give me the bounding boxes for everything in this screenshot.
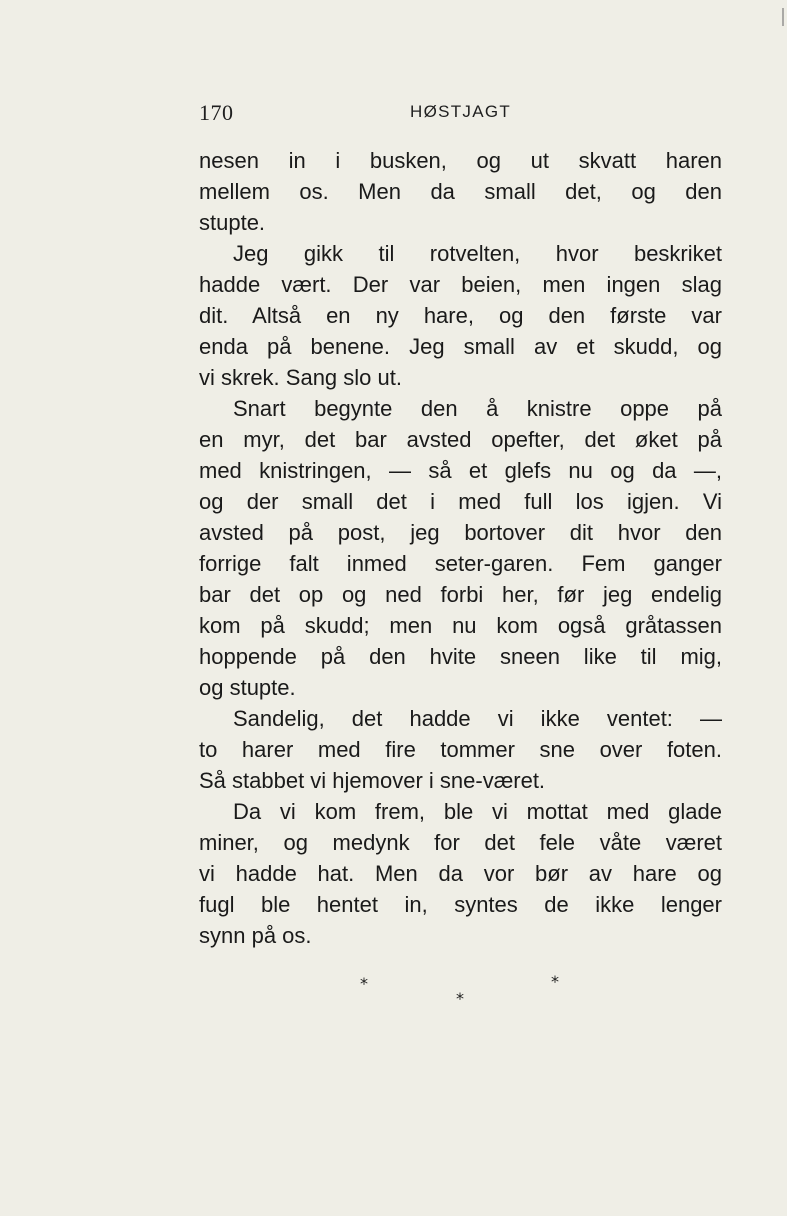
text-line: fugl ble hentet in, syntes de ikke lenger <box>199 892 722 917</box>
text-line: nesen in i busken, og ut skvatt haren <box>199 148 722 173</box>
text-line: hoppende på den hvite sneen like til mig, <box>199 644 722 669</box>
text-line: vi skrek. Sang slo ut. <box>199 365 402 390</box>
page-header <box>199 100 724 130</box>
text-line: vi hadde hat. Men da vor bør av hare og <box>199 861 722 886</box>
text-line: forrige falt inmed seter-garen. Fem ganger <box>199 551 722 576</box>
text-line: Så stabbet vi hjemover i sne-været. <box>199 768 546 793</box>
text-line: avsted på post, jeg bortover dit hvor den <box>199 520 722 545</box>
text-line: miner, og medynk for det fele våte været <box>199 830 722 855</box>
asterisk-left: * <box>360 974 368 993</box>
text-line: dit. Altså en ny hare, og den første var <box>199 303 722 328</box>
text-line: en myr, det bar avsted opefter, det øket på <box>199 427 722 452</box>
page-edge-mark <box>782 8 784 26</box>
section-break-asterism <box>350 968 570 1008</box>
asterisk-right: * <box>551 972 559 991</box>
text-line: og der small det i med full los igjen. Vi <box>199 489 722 514</box>
body-text <box>199 145 722 951</box>
text-line: synn på os. <box>199 923 312 948</box>
text-line: og stupte. <box>199 675 296 700</box>
text-line: hadde vært. Der var beien, men ingen slag <box>199 272 722 297</box>
page-number: 170 <box>199 100 234 125</box>
text-line: stupte. <box>199 210 266 235</box>
text-line: Da vi kom frem, ble vi mottat med glade <box>233 799 722 824</box>
asterisk-bottom: * <box>456 989 464 1008</box>
text-line: enda på benene. Jeg small av et skudd, og <box>199 334 722 359</box>
text-line: to harer med fire tommer sne over foten. <box>199 737 722 762</box>
text-line: Snart begynte den å knistre oppe på <box>233 396 722 421</box>
text-line: mellem os. Men da small det, og den <box>199 179 722 204</box>
text-line: Sandelig, det hadde vi ikke ventet: — <box>233 706 722 731</box>
text-line: bar det op og ned forbi her, før jeg endelig <box>199 582 722 607</box>
text-line: med knistringen, — så et glefs nu og da —, <box>199 458 722 483</box>
text-line: kom på skudd; men nu kom også gråtassen <box>199 613 722 638</box>
text-line: Jeg gikk til rotvelten, hvor beskriket <box>233 241 722 266</box>
running-head: HØSTJAGT <box>410 102 512 121</box>
